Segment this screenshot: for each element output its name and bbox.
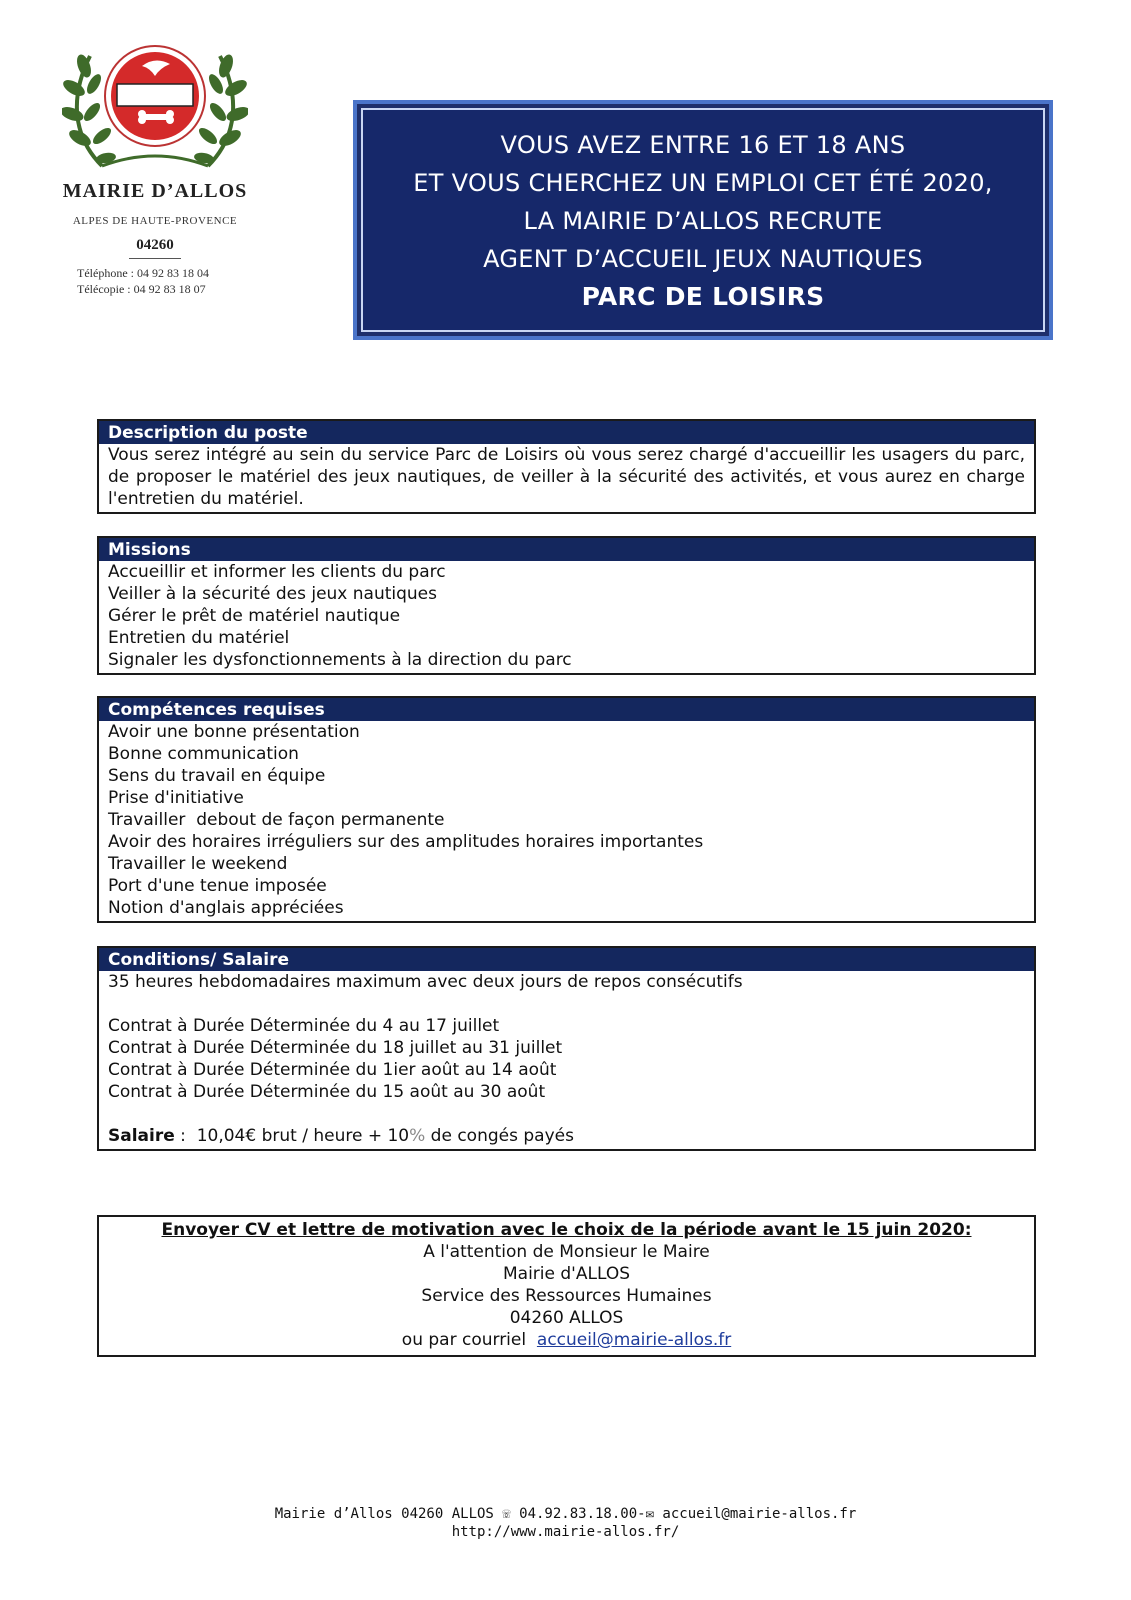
email-link[interactable]: accueil@mairie-allos.fr — [536, 1330, 732, 1350]
contract-item: Contrat à Durée Déterminée du 4 au 17 juillet — [108, 1016, 500, 1036]
work-hours: 35 heures hebdomadaires maximum avec deux jours de repos consécutifs — [108, 972, 743, 992]
list-item: Port d'une tenue imposée — [108, 876, 327, 896]
municipal-logo — [30, 36, 280, 297]
list-item: Avoir des horaires irréguliers sur des amplitudes horaires importantes — [108, 832, 704, 852]
email-prefix: ou par courriel — [401, 1330, 537, 1350]
coat-of-arms-icon — [62, 36, 248, 176]
salary-value-end: de congés payés — [425, 1126, 574, 1146]
banner-line: ET VOUS CHERCHEZ UN EMPLOI CET ÉTÉ 2020, — [413, 169, 993, 197]
footer-contact: Mairie d’Allos 04260 ALLOS ☏ 04.92.83.18.00-✉ accueil@mairie-allos.fr — [274, 1506, 857, 1522]
org-contact — [77, 265, 280, 297]
job-title-banner — [353, 100, 1053, 340]
banner-subtitle: PARC DE LOISIRS — [581, 282, 825, 311]
list-item: Accueillir et informer les clients du parc — [108, 562, 446, 582]
address-line: Mairie d'ALLOS — [503, 1264, 630, 1284]
org-region: ALPES DE HAUTE-PROVENCE — [72, 215, 238, 227]
list-item: Entretien du matériel — [108, 628, 290, 648]
contract-item: Contrat à Durée Déterminée du 18 juillet au 31 juillet — [108, 1038, 563, 1058]
org-phone: Téléphone : 04 92 83 18 04 — [77, 266, 209, 280]
section-title: Missions — [99, 538, 1034, 561]
salary-value: : 10,04€ brut / heure + 10 — [174, 1126, 410, 1146]
email-line — [99, 1329, 1034, 1351]
list-item: Avoir une bonne présentation — [108, 722, 360, 742]
address-line: A l'attention de Monsieur le Maire — [423, 1242, 710, 1262]
salary-percent: % — [409, 1126, 426, 1146]
section-title: Conditions/ Salaire — [99, 948, 1034, 971]
conditions-section — [97, 946, 1036, 1151]
address-line: 04260 ALLOS — [509, 1308, 624, 1328]
section-title: Description du poste — [99, 421, 1034, 444]
section-title: Compétences requises — [99, 698, 1034, 721]
contract-item: Contrat à Durée Déterminée du 15 août au 30 août — [108, 1082, 546, 1102]
banner-line: LA MAIRIE D’ALLOS RECRUTE — [523, 207, 883, 235]
description-text: Vous serez intégré au sein du service Parc de Loisirs où vous serez chargé d'accueillir les usagers du parc, de proposer le matériel des jeux nautiques, de veiller à la sécurité des activités, et vous aurez en charge l'entretien du matériel. — [108, 445, 1025, 509]
list-item: Signaler les dysfonctionnements à la direction du parc — [108, 650, 572, 670]
missions-section — [97, 536, 1036, 675]
banner-line: VOUS AVEZ ENTRE 16 ET 18 ANS — [500, 131, 906, 159]
page-footer — [0, 1505, 1131, 1541]
salary-label: Salaire — [108, 1126, 175, 1146]
application-instructions: Envoyer CV et lettre de motivation avec le choix de la période avant le 15 juin 2020: — [161, 1220, 972, 1240]
address-line: Service des Ressources Humaines — [421, 1286, 712, 1306]
divider — [129, 258, 181, 259]
footer-website: http://www.mairie-allos.fr/ — [451, 1524, 680, 1540]
list-item: Notion d'anglais appréciées — [108, 898, 344, 918]
list-item: Veiller à la sécurité des jeux nautiques — [108, 584, 438, 604]
list-item: Travailler debout de façon permanente — [108, 810, 445, 830]
org-name: MAIRIE D’ALLOS — [62, 180, 248, 202]
list-item: Prise d'initiative — [108, 788, 244, 808]
description-section — [97, 419, 1036, 514]
application-box — [97, 1215, 1036, 1357]
salary-line — [108, 1125, 1025, 1147]
list-item: Gérer le prêt de matériel nautique — [108, 606, 401, 626]
banner-line: AGENT D’ACCUEIL JEUX NAUTIQUES — [483, 245, 923, 273]
contract-item: Contrat à Durée Déterminée du 1ier août au 14 août — [108, 1060, 557, 1080]
list-item: Bonne communication — [108, 744, 299, 764]
org-zip: 04260 — [136, 237, 174, 253]
org-fax: Télécopie : 04 92 83 18 07 — [77, 282, 206, 296]
list-item: Sens du travail en équipe — [108, 766, 326, 786]
list-item: Travailler le weekend — [108, 854, 288, 874]
skills-section — [97, 696, 1036, 923]
